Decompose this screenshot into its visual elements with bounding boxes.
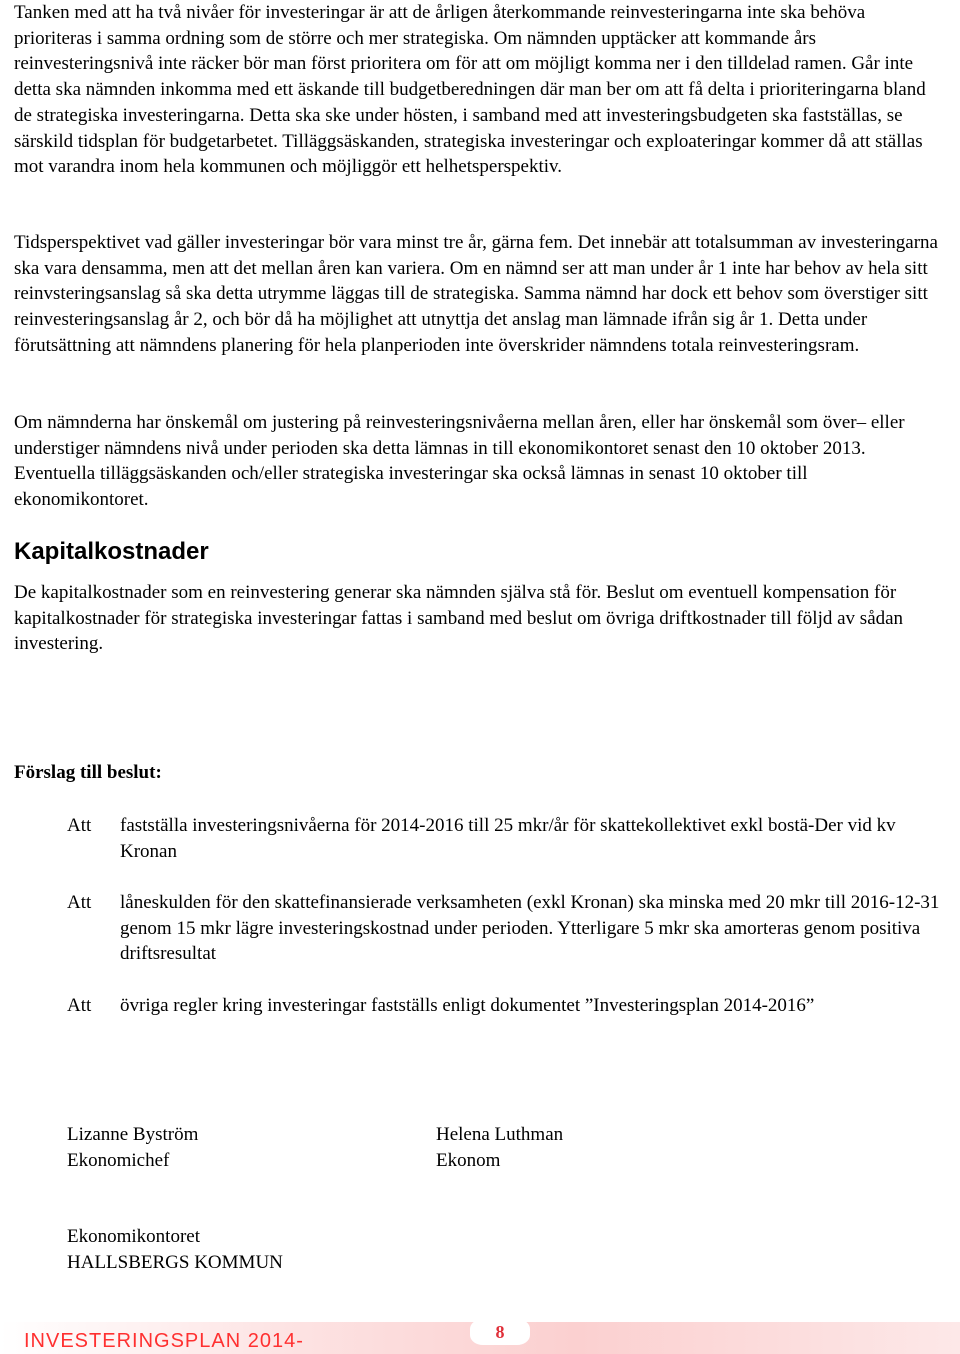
proposal-item-text: låneskulden för den skattefinansierade verksamheten (exkl Kronan) ska minska med 20 mkr till 2016-12-31 genom 15 mkr lägre investeringskostnad under perioden. Ytterligare 5 mkr ska amorteras genom positiva driftsresultat: [120, 892, 940, 965]
proposal-item-prefix: Att: [67, 815, 92, 836]
paragraph-priorities: Tanken med att ha två nivåer för investeringar är att de årligen återkommande reinvesteringarna inte ska behöva prioriteras i samma ordning som de större och mer strategiska. Om nämnden upptäcker att kommande års reinvesteringsnivå inte räcker bör man först prioritera om för att om möjligt komma ner i den tilldelad ramen. Går inte detta ska nämnden inkomma med ett äskande till budgetberedningen där man ber om att få delta i prioriteringarna bland de strategiska investeringarna. Detta ska ske under hösten, i samband med att investeringsbudgeten ska fastställas, se särskild tidsplan för budgetarbetet. Tilläggsäskanden, strategiska investeringar och exploateringar kommer då att ställas mot varandra inom hela kommunen och möjliggör ett helhetsperspektiv.: [14, 2, 926, 178]
section-heading-capital-costs: Kapitalkostnader: [14, 538, 209, 565]
signature-title: Ekonom: [436, 1149, 501, 1171]
municipality-name: HALLSBERGS KOMMUN: [67, 1251, 283, 1273]
department-name: Ekonomikontoret: [67, 1226, 200, 1247]
paragraph-adjustments: Om nämnderna har önskemål om justering på reinvesteringsnivåerna mellan åren, eller har önskemål som över– eller understiger nämndens nivå under perioden ska detta lämnas in till ekonomikontoret senast den 10 oktober 2013. Eventuella tilläggsäskanden och/eller strategiska investeringar ska också lämnas in senast 10 oktober till ekonomikontoret.: [14, 412, 905, 511]
signature-name: Helena Luthman: [436, 1124, 564, 1145]
signature-block-1: [67, 1122, 198, 1173]
signature-title: Ekonomichef: [67, 1149, 170, 1171]
footer-title: INVESTERINGSPLAN 2014-: [24, 1330, 304, 1352]
proposal-item-text: övriga regler kring investeringar fastställs enligt dokumentet ”Investeringsplan 2014-2016”: [120, 995, 815, 1016]
proposal-item-prefix: Att: [67, 995, 92, 1016]
paragraph-capital-costs: De kapitalkostnader som en reinvestering generar ska nämnden själva stå för. Beslut om eventuell kompensation för kapitalkostnader för strategiska investeringar fattas i samband med beslut om övriga driftkostnader till följd av sådan investering.: [14, 582, 904, 655]
proposal-item-prefix: Att: [67, 892, 92, 913]
signature-block-2: [436, 1122, 563, 1173]
department-block: [67, 1224, 283, 1275]
page-number: 8: [470, 1319, 530, 1345]
proposal-item-text: fastställa investeringsnivåerna för 2014-2016 till 25 mkr/år för skattekollektivet exkl bostä-Der vid kv Kronan: [120, 815, 896, 862]
proposal-heading: Förslag till beslut:: [14, 762, 162, 783]
paragraph-time-perspective: Tidsperspektivet vad gäller investeringar bör vara minst tre år, gärna fem. Det innebär att totalsumman av investeringarna ska vara densamma, men att det mellan åren kan variera. Om en nämnd ser att man under år 1 inte har behov av hela sitt reinvsteringsanslag så ska detta utrymme läggas till de strategiska. Samma nämnd har dock ett behov som överstiger sitt reinvesteringsanslag år 2, och bör då ha möjlighet att utnyttja det anslag man lämnade ifrån sig år 1. Detta under förutsättning att nämndens planering för hela planperioden inte överskrider nämndens totala reinvesteringsram.: [14, 232, 938, 356]
signature-name: Lizanne Byström: [67, 1124, 199, 1145]
